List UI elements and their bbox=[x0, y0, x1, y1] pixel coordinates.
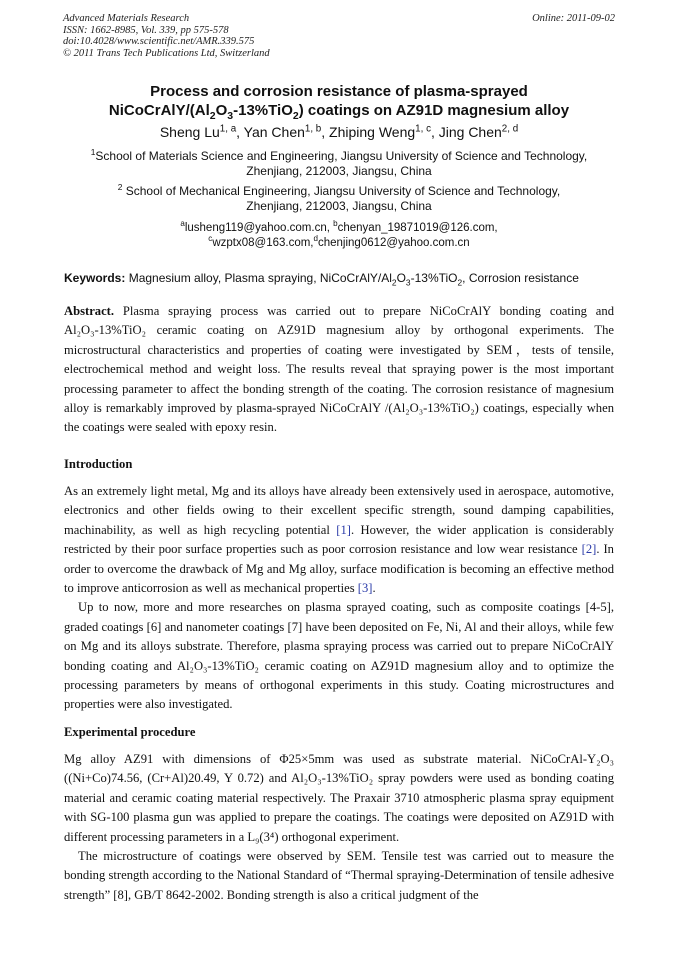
section-heading-introduction: Introduction bbox=[64, 457, 133, 471]
journal-name: Advanced Materials Research bbox=[63, 13, 190, 24]
email-link[interactable]: chenyan_19871019@126.com, bbox=[337, 222, 498, 234]
paper-title bbox=[40, 82, 638, 120]
copyright-line: © 2011 Trans Tech Publications Ltd, Switzerland bbox=[63, 47, 270, 59]
paragraph: Up to now, more and more researches on plasma sprayed coating, such as composite coatings [4-5], graded coatings [6] and nanometer coatings [7] have been deposited on Fe, Ni, Al and their alloys, while few on Mg and its alloys substrate. Therefore, plasma spraying process was carried out to prepare NiCoCrAlY bonding coating and Al₂O₃-13%TiO₂ ceramic coating on AZ91D magnesium alloy and to optimize the processing parameters by means of orthogonal experiments in this study. Coating microstructures and properties were also investigated. bbox=[64, 600, 614, 712]
paragraph: Mg alloy AZ91 with dimensions of Φ25×5mm was used as substrate material. NiCoCrAl-Y₂O₃ ((Ni+Co)74.56, (Cr+Al)20.49, Y 0.72) and Al₂O₃-13%TiO₂ spray powders were used as bonding coating material and ceramic coating material respectively. The Praxair 3710 atmospheric plasma spray equipment with SG-100 plasma gun was applied to prepare the coatings. The coatings were deposited on AZ91D with different processing parameters in a L₉(3⁴) orthogonal experiment. bbox=[64, 752, 614, 844]
email-link[interactable]: wzptx08@163.com, bbox=[212, 236, 314, 249]
title-line-2: NiCoCrAlY/$(Al_2O_3-13\%TiO_2)$ coatings on AZ91D magnesium alloy bbox=[108, 102, 570, 122]
keywords: Keywords: Magnesium alloy, Plasma spraying, NiCoCrAlY/$Al_2O_3-13\%TiO_2$, Corrosion resistance bbox=[64, 271, 579, 288]
email-link[interactable]: chenjing0612@yahoo.com.cn bbox=[317, 236, 470, 249]
issn-line: ISSN: 1662-8985, Vol. 339, pp 575-578 bbox=[63, 24, 229, 36]
abstract bbox=[64, 302, 614, 438]
title-line-1: Process and corrosion resistance of plasma-sprayed bbox=[150, 83, 528, 100]
running-header bbox=[63, 13, 615, 59]
citation-link[interactable]: [3] bbox=[357, 581, 373, 596]
experimental-body bbox=[64, 750, 614, 905]
author: Zhiping Weng$^{1, c}$ bbox=[329, 123, 431, 140]
abstract-text: Plasma spraying process was carried out to prepare NiCoCrAlY bonding coating and Al₂O₃-13%TiO₂ ceramic coating on AZ91D magnesium alloy by orthogonal experiments. The microstructural characteristics and properties of coating were investigated by SEM，tests of tensile, electrochemical method and weight loss. The results reveal that spraying power is the most important processing parameter to affect the bonding strength of the coating. The corrosion resistance of magnesium alloy is remarkably improved by plasma-sprayed NiCoCrAlY /(Al₂O₃-13%TiO₂) coatings, especially when the coatings were sealed with epoxy resin. bbox=[64, 304, 614, 435]
email-addresses: $^a$lusheng119@yahoo.com.cn, $^b$chenyan_19871019@126.com, $^c$wzptx08@163.com,$^d$chenjing0612@yahoo.com.cn bbox=[180, 219, 498, 249]
author: Sheng Lu$^{1, a}$ bbox=[159, 123, 237, 140]
introduction-body bbox=[64, 482, 614, 715]
online-date: Online: 2011-09-02 bbox=[532, 13, 615, 24]
doi-line: doi:10.4028/www.scientific.net/AMR.339.575 bbox=[63, 36, 255, 47]
affiliation-2: $^2$ School of Mechanical Engineering, Jiangsu University of Science and Technology, Zhenjiang, 212003, Jiangsu, China bbox=[117, 182, 561, 213]
author: Jing Chen$^{2, d}$ bbox=[438, 123, 519, 140]
abstract-label: Abstract. bbox=[64, 304, 115, 318]
affiliation-1: $^1$School of Materials Science and Engineering, Jiangsu University of Science and Technology, Zhenjiang, 212003, Jiangsu, China bbox=[90, 147, 588, 178]
keywords-label: Keywords: bbox=[64, 271, 126, 285]
author: Yan Chen$^{1, b}$ bbox=[243, 123, 322, 140]
citation-link[interactable]: [2] bbox=[581, 542, 597, 557]
citation-link[interactable]: [1] bbox=[336, 522, 351, 537]
email-link[interactable]: lusheng119@yahoo.com.cn, bbox=[184, 222, 330, 234]
paragraph: As an extremely light metal, Mg and its alloys have already been extensively used in aerospace, automotive, electronics and other fields owing to their excellent specific strength, sound damping capabilities, machinability, as well as high recycling potential [1]. However, the wider application is considerably restricted by their poor surface properties such as poor corrosion resistance and low wear resistance [2]. In order to overcome the drawback of Mg and Mg alloy, surface modification is becoming an effective method to improve anticorrosion as well as mechanical properties [3]. bbox=[64, 484, 614, 596]
paragraph: The microstructure of coatings were observed by SEM. Tensile test was carried out to measure the bonding strength according to the National Standard of “Thermal spraying-Determination of tensile adhesive strength” [8], GB/T 8642-2002. Bonding strength is also a critical judgment of the bbox=[64, 849, 614, 902]
author-list: Sheng Lu$^{1, a}$, Yan Chen$^{1, b}$, Zhiping Weng$^{1, c}$, Jing Chen$^{2, d}$ bbox=[159, 123, 519, 140]
section-heading-experimental: Experimental procedure bbox=[64, 725, 196, 739]
